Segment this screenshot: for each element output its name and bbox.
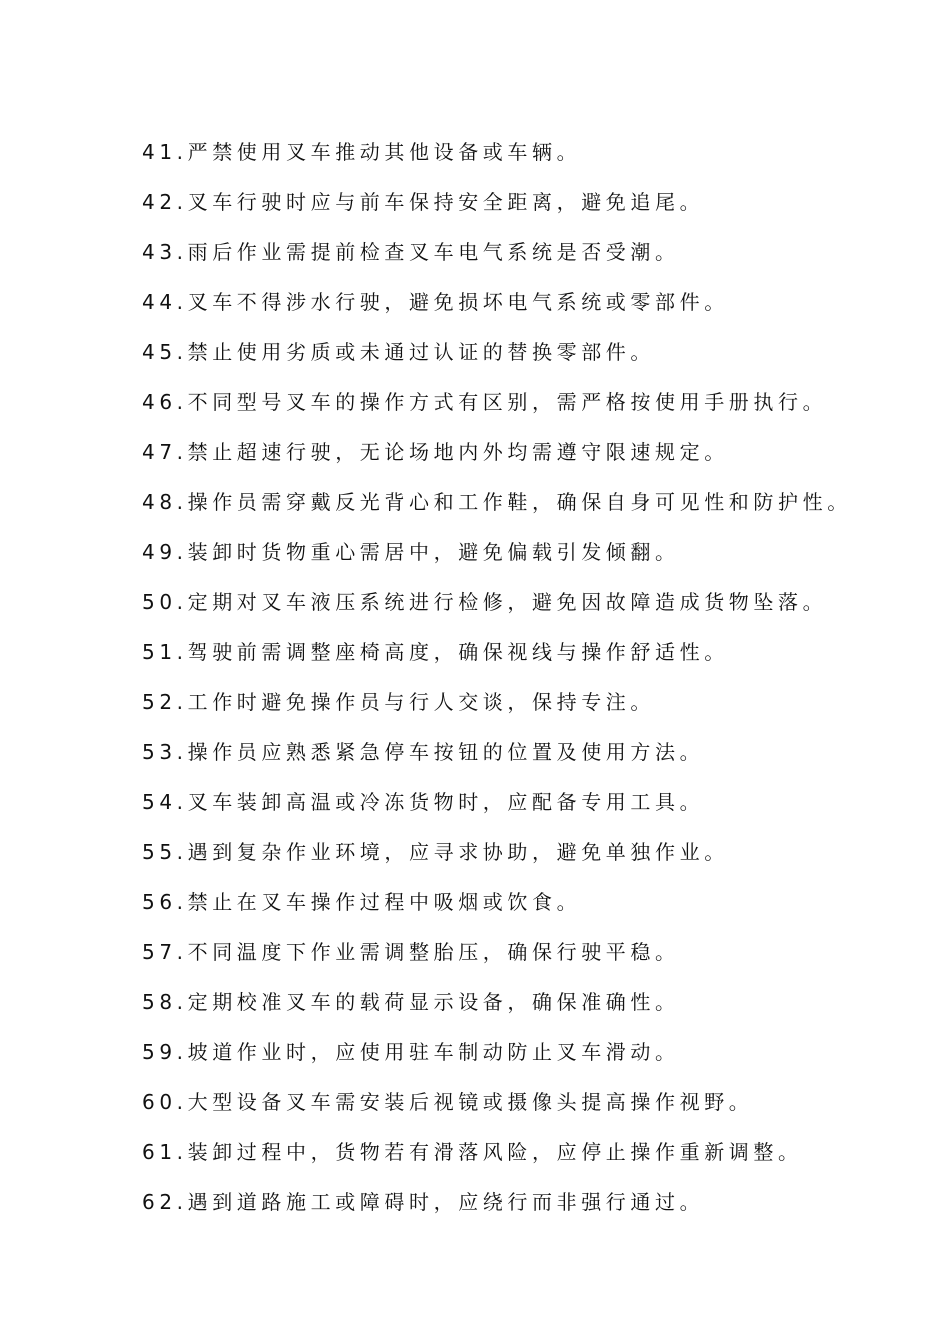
list-item: 60.大型设备叉车需安装后视镜或摄像头提高操作视野。	[142, 1090, 754, 1114]
list-item: 51.驾驶前需调整座椅高度，确保视线与操作舒适性。	[142, 640, 729, 664]
list-item: 50.定期对叉车液压系统进行检修，避免因故障造成货物坠落。	[142, 590, 828, 614]
list-item: 62.遇到道路施工或障碍时，应绕行而非强行通过。	[142, 1190, 705, 1214]
list-item: 41.严禁使用叉车推动其他设备或车辆。	[142, 140, 582, 164]
list-item: 54.叉车装卸高温或冷冻货物时，应配备专用工具。	[142, 790, 705, 814]
list-item: 45.禁止使用劣质或未通过认证的替换零部件。	[142, 340, 656, 364]
list-item: 55.遇到复杂作业环境，应寻求协助，避免单独作业。	[142, 840, 729, 864]
list-item: 48.操作员需穿戴反光背心和工作鞋，确保自身可见性和防护性。	[142, 490, 852, 514]
list-item: 61.装卸过程中，货物若有滑落风险，应停止操作重新调整。	[142, 1140, 803, 1164]
safety-rules-list	[142, 137, 932, 1237]
list-item: 59.坡道作业时，应使用驻车制动防止叉车滑动。	[142, 1040, 680, 1064]
list-item: 42.叉车行驶时应与前车保持安全距离，避免追尾。	[142, 190, 705, 214]
list-item: 44.叉车不得涉水行驶，避免损坏电气系统或零部件。	[142, 290, 729, 314]
list-item: 53.操作员应熟悉紧急停车按钮的位置及使用方法。	[142, 740, 705, 764]
list-item: 57.不同温度下作业需调整胎压，确保行驶平稳。	[142, 940, 680, 964]
list-item: 46.不同型号叉车的操作方式有区别，需严格按使用手册执行。	[142, 390, 828, 414]
list-item: 43.雨后作业需提前检查叉车电气系统是否受潮。	[142, 240, 680, 264]
list-item: 58.定期校准叉车的载荷显示设备，确保准确性。	[142, 990, 680, 1014]
list-item: 56.禁止在叉车操作过程中吸烟或饮食。	[142, 890, 582, 914]
list-item: 47.禁止超速行驶，无论场地内外均需遵守限速规定。	[142, 440, 729, 464]
list-item: 52.工作时避免操作员与行人交谈，保持专注。	[142, 690, 656, 714]
list-item: 49.装卸时货物重心需居中，避免偏载引发倾翻。	[142, 540, 680, 564]
